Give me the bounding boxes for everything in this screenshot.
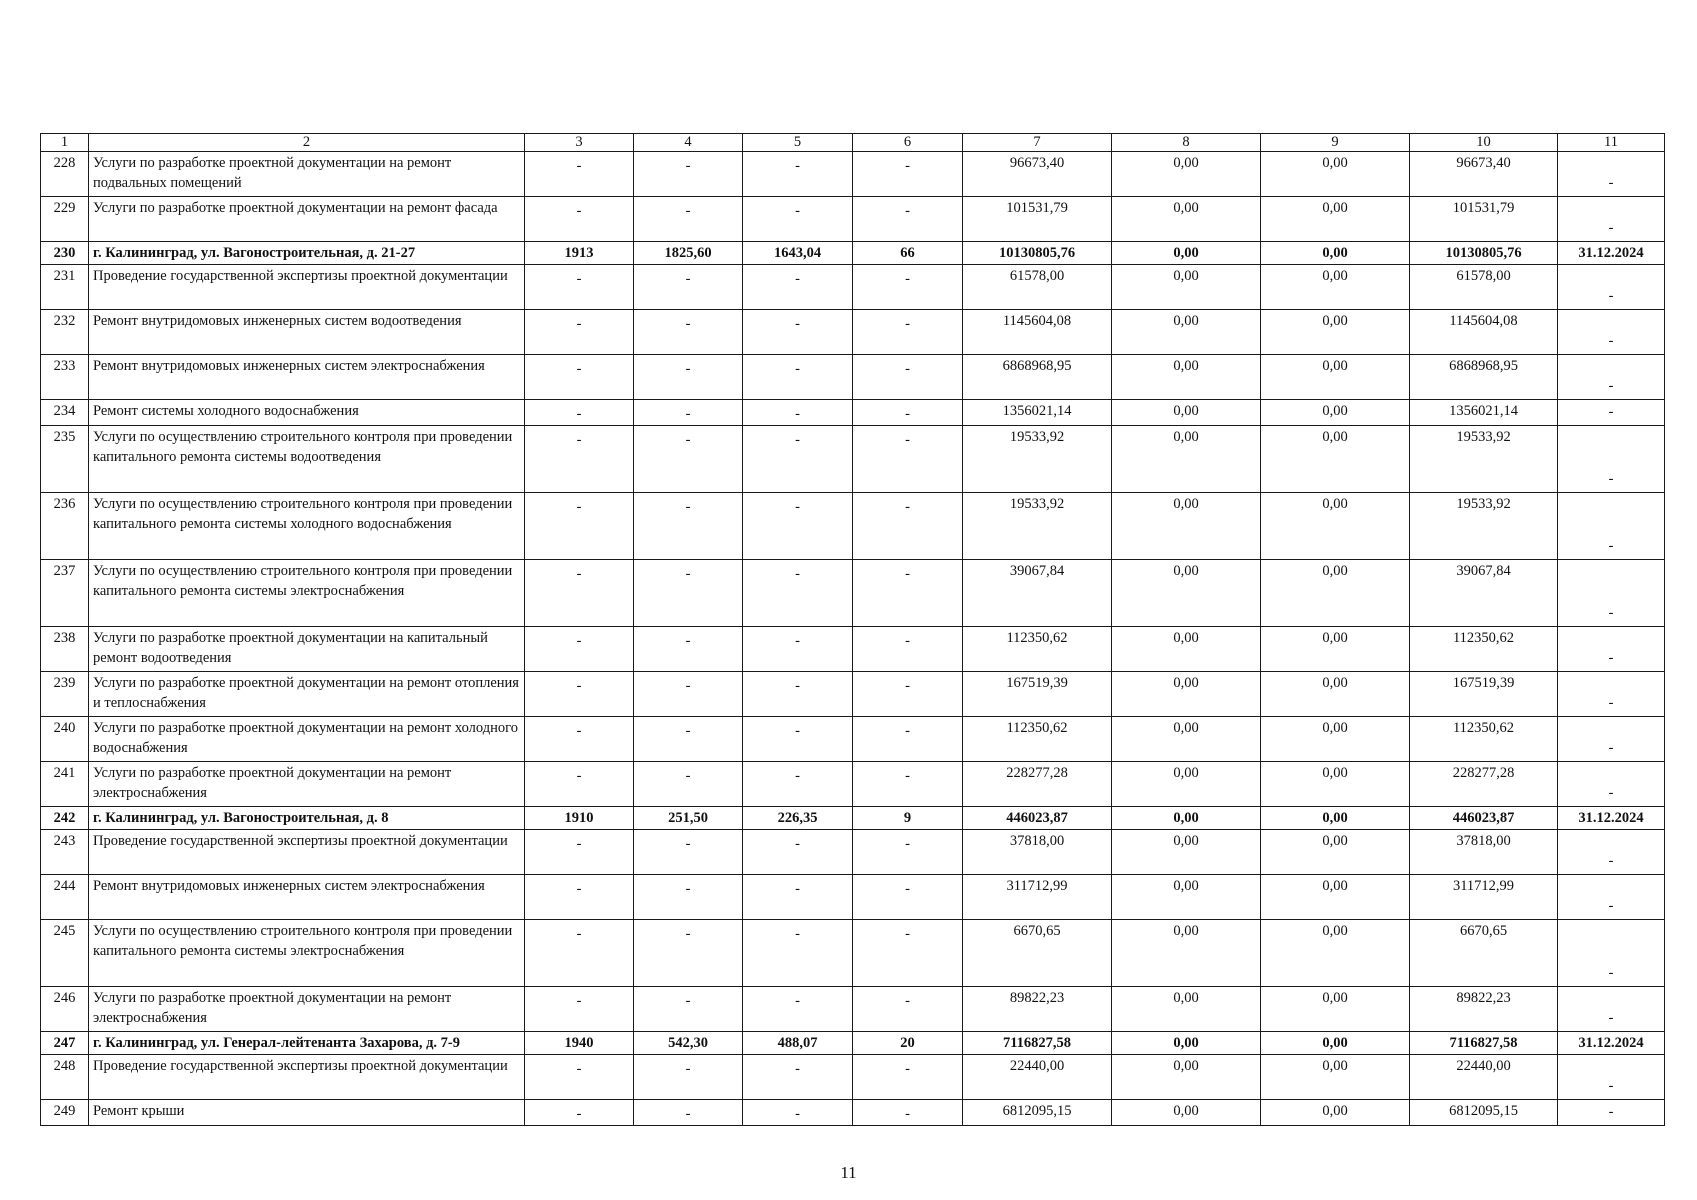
owners-cost-cell: 6670,65 — [1410, 920, 1558, 987]
work-row — [41, 1100, 1665, 1126]
fund-cost-cell: 0,00 — [1112, 493, 1261, 560]
fund-cost-cell: 0,00 — [1112, 197, 1261, 242]
residents-cell: - — [853, 672, 963, 717]
budget-cost-cell: 0,00 — [1261, 627, 1410, 672]
total-area-cell: - — [634, 672, 743, 717]
row-number-cell: 236 — [41, 493, 89, 560]
total-cost-cell: 19533,92 — [963, 426, 1112, 493]
total-area-cell: - — [634, 265, 743, 310]
owners-cost-cell: 22440,00 — [1410, 1055, 1558, 1100]
residents-cell: - — [853, 830, 963, 875]
year-cell: - — [525, 197, 634, 242]
residents-cell: 20 — [853, 1032, 963, 1055]
row-number-cell: 242 — [41, 807, 89, 830]
residents-cell: - — [853, 197, 963, 242]
row-number-cell: 230 — [41, 242, 89, 265]
year-cell: - — [525, 627, 634, 672]
row-number-cell: 248 — [41, 1055, 89, 1100]
living-area-cell: 488,07 — [743, 1032, 853, 1055]
total-area-cell: - — [634, 152, 743, 197]
total-area-cell: 251,50 — [634, 807, 743, 830]
total-area-cell: - — [634, 355, 743, 400]
living-area-cell: - — [743, 875, 853, 920]
residents-cell: - — [853, 762, 963, 807]
residents-cell: - — [853, 1055, 963, 1100]
total-area-cell: 542,30 — [634, 1032, 743, 1055]
residents-cell: - — [853, 493, 963, 560]
deadline-cell: - — [1558, 987, 1665, 1032]
fund-cost-cell: 0,00 — [1112, 1032, 1261, 1055]
budget-cost-cell: 0,00 — [1261, 310, 1410, 355]
deadline-cell: - — [1558, 355, 1665, 400]
total-cost-cell: 6868968,95 — [963, 355, 1112, 400]
total-cost-cell: 311712,99 — [963, 875, 1112, 920]
row-number-cell: 241 — [41, 762, 89, 807]
owners-cost-cell: 228277,28 — [1410, 762, 1558, 807]
total-cost-cell: 89822,23 — [963, 987, 1112, 1032]
row-number-cell: 234 — [41, 400, 89, 426]
total-cost-cell: 6670,65 — [963, 920, 1112, 987]
living-area-cell: - — [743, 920, 853, 987]
year-cell: - — [525, 560, 634, 627]
header-cell: 7 — [963, 134, 1112, 152]
total-cost-cell: 39067,84 — [963, 560, 1112, 627]
fund-cost-cell: 0,00 — [1112, 426, 1261, 493]
header-cell: 3 — [525, 134, 634, 152]
fund-cost-cell: 0,00 — [1112, 807, 1261, 830]
year-cell: - — [525, 400, 634, 426]
budget-cost-cell: 0,00 — [1261, 762, 1410, 807]
budget-cost-cell: 0,00 — [1261, 426, 1410, 493]
row-number-cell: 245 — [41, 920, 89, 987]
total-area-cell: - — [634, 310, 743, 355]
work-name-cell: Услуги по разработке проектной документации на ремонт холодного водоснабжения — [89, 717, 525, 762]
work-row — [41, 265, 1665, 310]
owners-cost-cell: 19533,92 — [1410, 426, 1558, 493]
residents-cell: - — [853, 426, 963, 493]
total-area-cell: - — [634, 197, 743, 242]
work-row — [41, 355, 1665, 400]
fund-cost-cell: 0,00 — [1112, 1055, 1261, 1100]
living-area-cell: - — [743, 493, 853, 560]
total-area-cell: - — [634, 1100, 743, 1126]
living-area-cell: - — [743, 987, 853, 1032]
year-cell: - — [525, 265, 634, 310]
living-area-cell: - — [743, 717, 853, 762]
owners-cost-cell: 96673,40 — [1410, 152, 1558, 197]
deadline-cell: - — [1558, 627, 1665, 672]
work-row — [41, 762, 1665, 807]
address-row — [41, 242, 1665, 265]
total-area-cell: - — [634, 920, 743, 987]
living-area-cell: - — [743, 400, 853, 426]
total-cost-cell: 101531,79 — [963, 197, 1112, 242]
column-number-row — [41, 134, 1665, 152]
fund-cost-cell: 0,00 — [1112, 310, 1261, 355]
work-name-cell: Проведение государственной экспертизы проектной документации — [89, 830, 525, 875]
living-area-cell: - — [743, 830, 853, 875]
header-cell: 9 — [1261, 134, 1410, 152]
row-number-cell: 243 — [41, 830, 89, 875]
fund-cost-cell: 0,00 — [1112, 152, 1261, 197]
work-name-cell: Ремонт крыши — [89, 1100, 525, 1126]
budget-cost-cell: 0,00 — [1261, 197, 1410, 242]
budget-cost-cell: 0,00 — [1261, 875, 1410, 920]
work-name-cell: Услуги по разработке проектной документации на ремонт подвальных помещений — [89, 152, 525, 197]
work-row — [41, 560, 1665, 627]
year-cell: - — [525, 426, 634, 493]
deadline-cell: - — [1558, 265, 1665, 310]
header-cell: 2 — [89, 134, 525, 152]
total-cost-cell: 167519,39 — [963, 672, 1112, 717]
row-number-cell: 235 — [41, 426, 89, 493]
fund-cost-cell: 0,00 — [1112, 920, 1261, 987]
owners-cost-cell: 1356021,14 — [1410, 400, 1558, 426]
work-row — [41, 875, 1665, 920]
budget-cost-cell: 0,00 — [1261, 830, 1410, 875]
living-area-cell: - — [743, 762, 853, 807]
work-name-cell: Услуги по разработке проектной документации на ремонт электроснабжения — [89, 762, 525, 807]
residents-cell: - — [853, 265, 963, 310]
work-row — [41, 627, 1665, 672]
work-name-cell: Услуги по осуществлению строительного контроля при проведении капитального ремонта системы электроснабжения — [89, 920, 525, 987]
header-cell: 4 — [634, 134, 743, 152]
residents-cell: - — [853, 717, 963, 762]
year-cell: - — [525, 830, 634, 875]
residents-cell: - — [853, 875, 963, 920]
owners-cost-cell: 167519,39 — [1410, 672, 1558, 717]
deadline-cell: - — [1558, 400, 1665, 426]
fund-cost-cell: 0,00 — [1112, 875, 1261, 920]
work-name-cell: Ремонт внутридомовых инженерных систем водоотведения — [89, 310, 525, 355]
fund-cost-cell: 0,00 — [1112, 627, 1261, 672]
budget-cost-cell: 0,00 — [1261, 560, 1410, 627]
deadline-cell: - — [1558, 1100, 1665, 1126]
residents-cell: 66 — [853, 242, 963, 265]
deadline-cell: 31.12.2024 — [1558, 1032, 1665, 1055]
row-number-cell: 246 — [41, 987, 89, 1032]
row-number-cell: 240 — [41, 717, 89, 762]
fund-cost-cell: 0,00 — [1112, 1100, 1261, 1126]
deadline-cell: - — [1558, 310, 1665, 355]
work-name-cell: Ремонт системы холодного водоснабжения — [89, 400, 525, 426]
total-cost-cell: 10130805,76 — [963, 242, 1112, 265]
budget-cost-cell: 0,00 — [1261, 1032, 1410, 1055]
budget-cost-cell: 0,00 — [1261, 987, 1410, 1032]
work-row — [41, 920, 1665, 987]
row-number-cell: 238 — [41, 627, 89, 672]
work-row — [41, 400, 1665, 426]
deadline-cell: - — [1558, 672, 1665, 717]
living-area-cell: 1643,04 — [743, 242, 853, 265]
row-number-cell: 233 — [41, 355, 89, 400]
deadline-cell: - — [1558, 1055, 1665, 1100]
row-number-cell: 244 — [41, 875, 89, 920]
living-area-cell: - — [743, 152, 853, 197]
budget-cost-cell: 0,00 — [1261, 717, 1410, 762]
work-name-cell: Услуги по осуществлению строительного контроля при проведении капитального ремонта системы водоотведения — [89, 426, 525, 493]
fund-cost-cell: 0,00 — [1112, 265, 1261, 310]
year-cell: - — [525, 672, 634, 717]
row-number-cell: 249 — [41, 1100, 89, 1126]
deadline-cell: - — [1558, 762, 1665, 807]
total-cost-cell: 1356021,14 — [963, 400, 1112, 426]
total-cost-cell: 228277,28 — [963, 762, 1112, 807]
owners-cost-cell: 1145604,08 — [1410, 310, 1558, 355]
deadline-cell: - — [1558, 875, 1665, 920]
living-area-cell: - — [743, 672, 853, 717]
deadline-cell: - — [1558, 920, 1665, 987]
budget-cost-cell: 0,00 — [1261, 265, 1410, 310]
total-area-cell: - — [634, 627, 743, 672]
owners-cost-cell: 6812095,15 — [1410, 1100, 1558, 1126]
year-cell: - — [525, 493, 634, 560]
living-area-cell: 226,35 — [743, 807, 853, 830]
owners-cost-cell: 61578,00 — [1410, 265, 1558, 310]
living-area-cell: - — [743, 560, 853, 627]
row-number-cell: 237 — [41, 560, 89, 627]
fund-cost-cell: 0,00 — [1112, 355, 1261, 400]
living-area-cell: - — [743, 310, 853, 355]
residents-cell: - — [853, 987, 963, 1032]
living-area-cell: - — [743, 627, 853, 672]
living-area-cell: - — [743, 1055, 853, 1100]
owners-cost-cell: 39067,84 — [1410, 560, 1558, 627]
work-row — [41, 987, 1665, 1032]
budget-cost-cell: 0,00 — [1261, 1055, 1410, 1100]
deadline-cell: - — [1558, 152, 1665, 197]
address-row — [41, 807, 1665, 830]
total-cost-cell: 112350,62 — [963, 717, 1112, 762]
row-number-cell: 229 — [41, 197, 89, 242]
row-number-cell: 247 — [41, 1032, 89, 1055]
row-number-cell: 231 — [41, 265, 89, 310]
budget-cost-cell: 0,00 — [1261, 672, 1410, 717]
work-name-cell: Ремонт внутридомовых инженерных систем электроснабжения — [89, 875, 525, 920]
work-row — [41, 493, 1665, 560]
budget-cost-cell: 0,00 — [1261, 400, 1410, 426]
work-name-cell: г. Калининград, ул. Вагоностроительная, д. 21-27 — [89, 242, 525, 265]
work-name-cell: Проведение государственной экспертизы проектной документации — [89, 1055, 525, 1100]
header-cell: 10 — [1410, 134, 1558, 152]
fund-cost-cell: 0,00 — [1112, 560, 1261, 627]
header-cell: 1 — [41, 134, 89, 152]
total-cost-cell: 446023,87 — [963, 807, 1112, 830]
budget-cost-cell: 0,00 — [1261, 807, 1410, 830]
budget-cost-cell: 0,00 — [1261, 242, 1410, 265]
deadline-cell: - — [1558, 493, 1665, 560]
budget-cost-cell: 0,00 — [1261, 355, 1410, 400]
total-area-cell: - — [634, 400, 743, 426]
work-name-cell: Услуги по осуществлению строительного контроля при проведении капитального ремонта системы холодного водоснабжения — [89, 493, 525, 560]
budget-cost-cell: 0,00 — [1261, 493, 1410, 560]
works-table — [40, 133, 1665, 1126]
work-name-cell: Услуги по осуществлению строительного контроля при проведении капитального ремонта системы электроснабжения — [89, 560, 525, 627]
residents-cell: - — [853, 400, 963, 426]
work-name-cell: г. Калининград, ул. Генерал-лейтенанта Захарова, д. 7-9 — [89, 1032, 525, 1055]
header-cell: 8 — [1112, 134, 1261, 152]
owners-cost-cell: 311712,99 — [1410, 875, 1558, 920]
fund-cost-cell: 0,00 — [1112, 400, 1261, 426]
work-row — [41, 152, 1665, 197]
work-row — [41, 310, 1665, 355]
total-area-cell: - — [634, 875, 743, 920]
total-area-cell: - — [634, 426, 743, 493]
total-area-cell: - — [634, 1055, 743, 1100]
fund-cost-cell: 0,00 — [1112, 830, 1261, 875]
year-cell: - — [525, 762, 634, 807]
year-cell: - — [525, 875, 634, 920]
year-cell: - — [525, 920, 634, 987]
total-area-cell: - — [634, 560, 743, 627]
total-cost-cell: 112350,62 — [963, 627, 1112, 672]
deadline-cell: - — [1558, 426, 1665, 493]
owners-cost-cell: 19533,92 — [1410, 493, 1558, 560]
fund-cost-cell: 0,00 — [1112, 242, 1261, 265]
work-name-cell: г. Калининград, ул. Вагоностроительная, д. 8 — [89, 807, 525, 830]
year-cell: 1940 — [525, 1032, 634, 1055]
budget-cost-cell: 0,00 — [1261, 152, 1410, 197]
residents-cell: - — [853, 310, 963, 355]
owners-cost-cell: 101531,79 — [1410, 197, 1558, 242]
fund-cost-cell: 0,00 — [1112, 987, 1261, 1032]
header-cell: 5 — [743, 134, 853, 152]
owners-cost-cell: 112350,62 — [1410, 717, 1558, 762]
address-row — [41, 1032, 1665, 1055]
work-row — [41, 197, 1665, 242]
year-cell: - — [525, 987, 634, 1032]
deadline-cell: - — [1558, 717, 1665, 762]
header-cell: 11 — [1558, 134, 1665, 152]
year-cell: - — [525, 717, 634, 762]
deadline-cell: - — [1558, 560, 1665, 627]
deadline-cell: - — [1558, 830, 1665, 875]
work-name-cell: Услуги по разработке проектной документации на ремонт фасада — [89, 197, 525, 242]
owners-cost-cell: 446023,87 — [1410, 807, 1558, 830]
fund-cost-cell: 0,00 — [1112, 717, 1261, 762]
owners-cost-cell: 37818,00 — [1410, 830, 1558, 875]
deadline-cell: 31.12.2024 — [1558, 242, 1665, 265]
budget-cost-cell: 0,00 — [1261, 920, 1410, 987]
year-cell: - — [525, 1100, 634, 1126]
total-cost-cell: 1145604,08 — [963, 310, 1112, 355]
work-row — [41, 717, 1665, 762]
owners-cost-cell: 6868968,95 — [1410, 355, 1558, 400]
year-cell: - — [525, 1055, 634, 1100]
total-cost-cell: 61578,00 — [963, 265, 1112, 310]
residents-cell: - — [853, 1100, 963, 1126]
total-area-cell: 1825,60 — [634, 242, 743, 265]
total-area-cell: - — [634, 493, 743, 560]
living-area-cell: - — [743, 265, 853, 310]
page-number: 11 — [840, 1163, 857, 1182]
total-area-cell: - — [634, 987, 743, 1032]
work-row — [41, 426, 1665, 493]
row-number-cell: 228 — [41, 152, 89, 197]
header-cell: 6 — [853, 134, 963, 152]
living-area-cell: - — [743, 197, 853, 242]
owners-cost-cell: 10130805,76 — [1410, 242, 1558, 265]
work-row — [41, 1055, 1665, 1100]
work-row — [41, 830, 1665, 875]
year-cell: - — [525, 355, 634, 400]
total-cost-cell: 19533,92 — [963, 493, 1112, 560]
work-name-cell: Услуги по разработке проектной документации на ремонт отопления и теплоснабжения — [89, 672, 525, 717]
total-area-cell: - — [634, 762, 743, 807]
year-cell: 1910 — [525, 807, 634, 830]
work-name-cell: Проведение государственной экспертизы проектной документации — [89, 265, 525, 310]
budget-cost-cell: 0,00 — [1261, 1100, 1410, 1126]
living-area-cell: - — [743, 426, 853, 493]
residents-cell: - — [853, 152, 963, 197]
owners-cost-cell: 89822,23 — [1410, 987, 1558, 1032]
year-cell: - — [525, 310, 634, 355]
deadline-cell: - — [1558, 197, 1665, 242]
fund-cost-cell: 0,00 — [1112, 672, 1261, 717]
year-cell: 1913 — [525, 242, 634, 265]
residents-cell: 9 — [853, 807, 963, 830]
total-cost-cell: 37818,00 — [963, 830, 1112, 875]
total-cost-cell: 22440,00 — [963, 1055, 1112, 1100]
owners-cost-cell: 7116827,58 — [1410, 1032, 1558, 1055]
residents-cell: - — [853, 355, 963, 400]
row-number-cell: 232 — [41, 310, 89, 355]
total-area-cell: - — [634, 717, 743, 762]
residents-cell: - — [853, 920, 963, 987]
total-cost-cell: 6812095,15 — [963, 1100, 1112, 1126]
work-name-cell: Ремонт внутридомовых инженерных систем электроснабжения — [89, 355, 525, 400]
row-number-cell: 239 — [41, 672, 89, 717]
fund-cost-cell: 0,00 — [1112, 762, 1261, 807]
total-area-cell: - — [634, 830, 743, 875]
living-area-cell: - — [743, 355, 853, 400]
owners-cost-cell: 112350,62 — [1410, 627, 1558, 672]
total-cost-cell: 7116827,58 — [963, 1032, 1112, 1055]
total-cost-cell: 96673,40 — [963, 152, 1112, 197]
residents-cell: - — [853, 627, 963, 672]
living-area-cell: - — [743, 1100, 853, 1126]
work-name-cell: Услуги по разработке проектной документации на капитальный ремонт водоотведения — [89, 627, 525, 672]
work-row — [41, 672, 1665, 717]
work-name-cell: Услуги по разработке проектной документации на ремонт электроснабжения — [89, 987, 525, 1032]
deadline-cell: 31.12.2024 — [1558, 807, 1665, 830]
residents-cell: - — [853, 560, 963, 627]
year-cell: - — [525, 152, 634, 197]
